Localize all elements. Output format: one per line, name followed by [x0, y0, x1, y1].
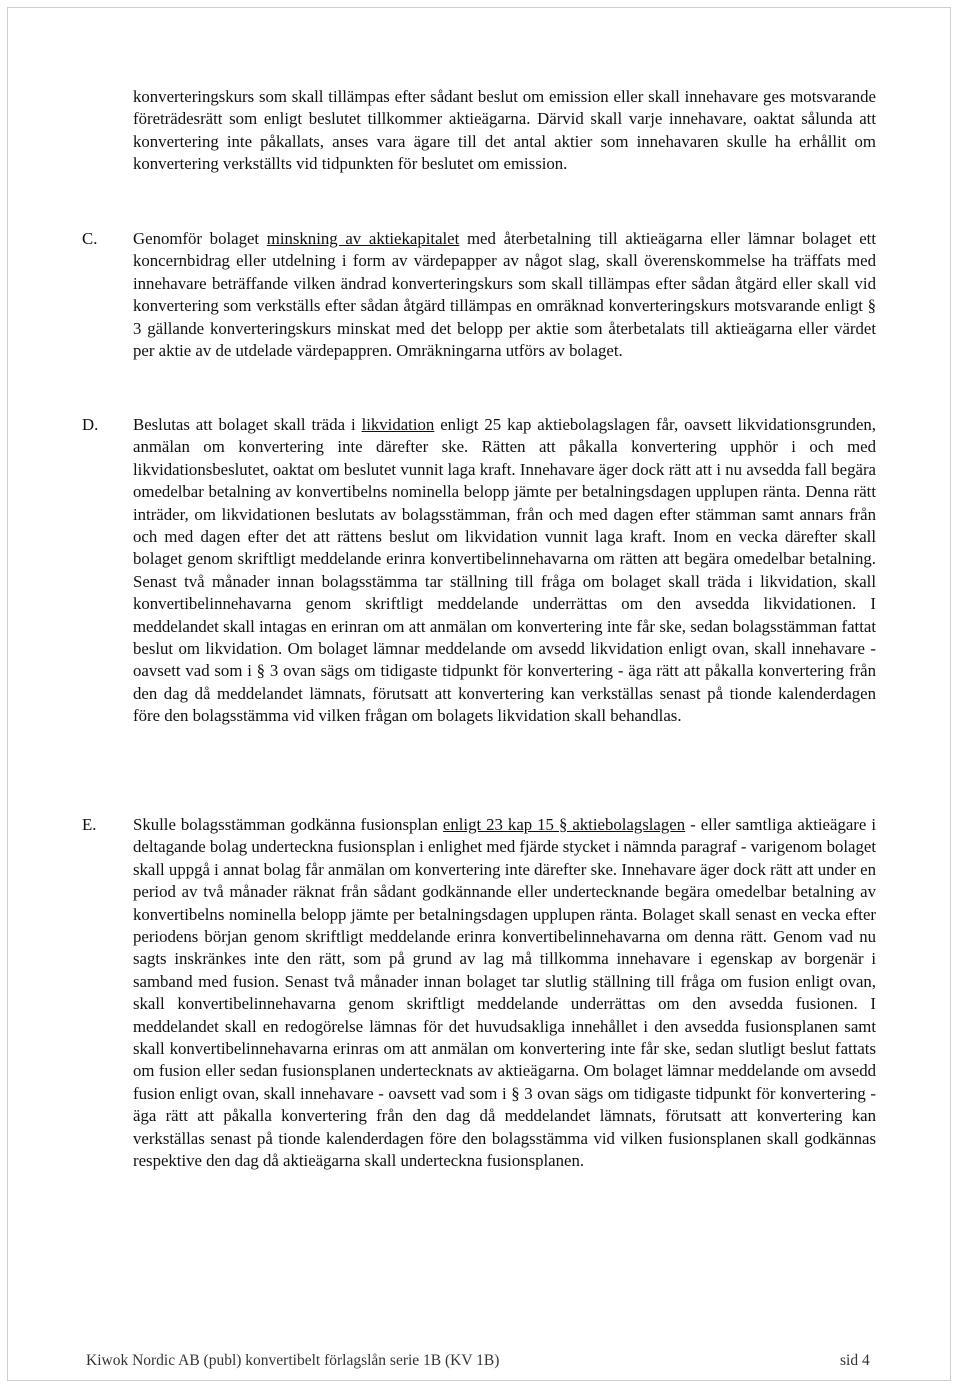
intro-paragraph: konverteringskurs som skall tillämpas efter sådant beslut om emission eller skall innehavare ges motsvarande företrädesrätt som enligt beslutet tillkommer aktieägarna. Därvid skall varje innehavare, oaktat sålunda att konvertering inte påkallats, anses vara ägare till det antal aktier som innehavaren skulle ha erhållit om konvertering verkställts vid tidpunkten för beslutet om emission. [133, 87, 876, 174]
footer-page-number: sid 4 [840, 1352, 870, 1369]
section-d-label: D. [82, 415, 99, 434]
section-e-label: E. [82, 815, 97, 834]
section-e-text-rest: - eller samtliga aktieägare i deltagande bolag underteckna fusionsplan i enlighet med fjärde stycket i nämnda paragraf - varigenom bolaget skall uppgå i annat bolag får anmälan om konvertering inte därefter ske. Innehavare äger dock rätt att under en period av två månader räknat från sådant godkännande eller undertecknande begära omedelbar betalning av konvertibelns nominella belopp jämte per betalningsdagen upplupen ränta. Bolaget skall senast en vecka efter periodens början genom skriftligt meddelande erinra konvertibelinnehavarna om denna rätt. Genom vad nu sagts inskränkes inte den rätt, som på grund av lag må tillkomma innehavare i egenskap av borgenär i samband med fusion. Senast två månader innan bolaget tar slutlig ställning till fråga om fusion enligt ovan, skall konvertibelinnehavarna genom skriftligt meddelande underrättas om den avsedda fusionen. I meddelandet skall en redogörelse lämnas för det huvudsakliga innehållet i den avsedda fusionsplanen samt skall konvertibelinnehavarna erinras om att anmälan om konvertering inte får ske, sedan slutligt beslut fattats om fusion eller sedan fusionsplanen undertecknats av aktieägarna. Om bolaget lämnar meddelande om avsedd fusion enligt ovan, skall innehavare - oavsett vad som i § 3 ovan sägs om tidigaste tidpunkt för konvertering - äga rätt att påkalla konvertering från den dag då meddelandet lämnats, förutsatt att konvertering kan verkställas senast på tionde kalenderdagen före den bolagsstämma vid vilken fusionsplanen skall godkännas respektive den dag då aktieägarna skall underteckna fusionsplanen. [133, 815, 876, 1171]
section-c-reference-link[interactable]: minskning av aktiekapitalet [266, 229, 460, 248]
section-d-reference-link[interactable]: likvidation [361, 415, 435, 434]
section-d-text-rest: enligt 25 kap aktiebolagslagen får, oavsett likvidationsgrunden, anmälan om konvertering inte därefter ske. Rätten att påkalla konvertering upphör i och med likvidationsbeslutet, oaktat om beslutet vunnit laga kraft. Innehavare äger dock rätt att i nu avsedda fall begära omedelbar betalning av konvertibelns nominella belopp jämte per betalningsdagen upplupen ränta. Denna rätt inträder, om likvidationen beslutats av bolagsstämman, från och med dagen efter stämman samt annars från och med dagen efter det att rättens beslut om likvidation vunnit laga kraft. Inom en vecka därefter skall bolaget genom skriftligt meddelande erinra konvertibelinnehavarna om rätten att begära omedelbar betalning. Senast två månader innan bolagsstämma tar ställning till fråga om bolaget skall träda i likvidation, skall konvertibelinnehavarna genom skriftligt meddelande underrättas om den avsedda likvidationen. I meddelandet skall intagas en erinran om att anmälan om konvertering inte får ske, sedan bolagsstämman fattat beslut om likvidation. Om bolaget lämnar meddelande om avsedd likvidation enligt ovan, skall innehavare - oavsett vad som i § 3 ovan sägs om tidigaste tidpunkt för konvertering - äga rätt att påkalla konvertering från den dag då meddelandet lämnats, förutsatt att konvertering kan verkställas senast på tionde kalenderdagen före den bolagsstämma vid vilken frågan om bolagets likvidation skall behandlas. [133, 415, 876, 726]
section-e-text-start: Skulle bolagsstämman godkänna fusionsplan [133, 815, 443, 834]
section-c-label: C. [82, 229, 98, 248]
section-d-paragraph [133, 414, 876, 728]
section-c-paragraph [133, 228, 876, 362]
footer-document-title: Kiwok Nordic AB (publ) konvertibelt förlagslån serie 1B (KV 1B) [86, 1352, 500, 1369]
section-c-text-start: Genomför bolaget [133, 229, 267, 248]
section-e-reference-link[interactable]: enligt 23 kap 15 § aktiebolagslagen [442, 815, 686, 834]
section-c-text-rest: med återbetalning till aktieägarna eller lämnar bolaget ett koncernbidrag eller utdelning i form av värdepapper av något slag, skall överenskommelse ha träffats med innehavare beträffande vilken ändrad konverteringskurs som skall tillämpas efter sådan åtgärd eller skall vid konvertering som verkställs efter sådan åtgärd tillämpas en omräknad konverteringskurs motsvarande enligt § 3 gällande konverteringskurs minskat med det belopp per aktie som återbetalats till aktieägarna eller värdet per aktie av de utdelade värdepappren. Omräkningarna utförs av bolaget. [133, 229, 876, 361]
section-e-paragraph [133, 814, 876, 1173]
section-d-text-start: Beslutas att bolaget skall träda i [133, 415, 362, 434]
